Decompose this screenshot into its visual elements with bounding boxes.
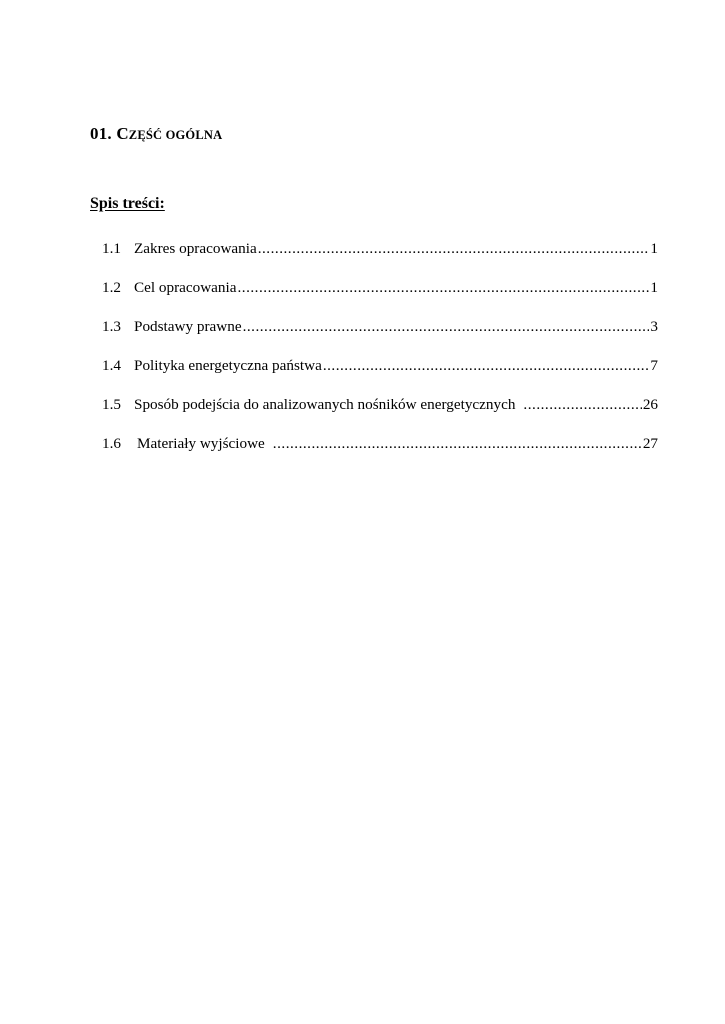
toc-entry[interactable]	[102, 357, 658, 396]
toc-entry-number: 1.6	[102, 435, 121, 452]
toc-dot-leader	[523, 396, 641, 414]
toc-dot-leader	[273, 435, 642, 453]
toc-entry-number: 1.2	[102, 279, 121, 296]
toc-entry-number: 1.5	[102, 396, 121, 413]
toc-dot-leader	[323, 357, 650, 375]
section-title-rest: ZĘŚĆ OGÓLNA	[128, 128, 223, 142]
toc-entry-number: 1.4	[102, 357, 121, 374]
toc-entry-title: Zakres opracowania	[134, 240, 257, 257]
toc-entry-title: Materiały wyjściowe	[137, 435, 265, 452]
toc-entry[interactable]	[102, 396, 658, 435]
toc-entry-title: Sposób podejścia do analizowanych nośników energetycznych	[134, 396, 516, 413]
toc-dot-leader	[258, 240, 650, 258]
toc-dot-leader	[237, 279, 649, 297]
toc-entry-page: 26	[642, 396, 658, 413]
toc-entry-number: 1.1	[102, 240, 121, 257]
toc-entry[interactable]	[102, 279, 658, 318]
toc-entry[interactable]	[102, 435, 658, 474]
toc-entry-number: 1.3	[102, 318, 121, 335]
section-title-initial: C	[116, 124, 129, 143]
toc-entry-page: 1	[650, 279, 658, 296]
toc-entry-title: Podstawy prawne	[134, 318, 242, 335]
toc-entry-page: 27	[642, 435, 658, 452]
toc-entry[interactable]	[102, 240, 658, 279]
toc-entry[interactable]	[102, 318, 658, 357]
toc-entry-title: Cel opracowania	[134, 279, 237, 296]
table-of-contents	[102, 240, 658, 474]
toc-heading: Spis treści:	[90, 195, 165, 212]
toc-entry-page: 3	[650, 318, 658, 335]
toc-entry-page: 1	[650, 240, 658, 257]
toc-entry-title: Polityka energetyczna państwa	[134, 357, 322, 374]
toc-entry-page: 7	[650, 357, 658, 374]
section-title	[90, 124, 222, 144]
section-number: 01.	[90, 124, 112, 143]
toc-dot-leader	[243, 318, 650, 336]
